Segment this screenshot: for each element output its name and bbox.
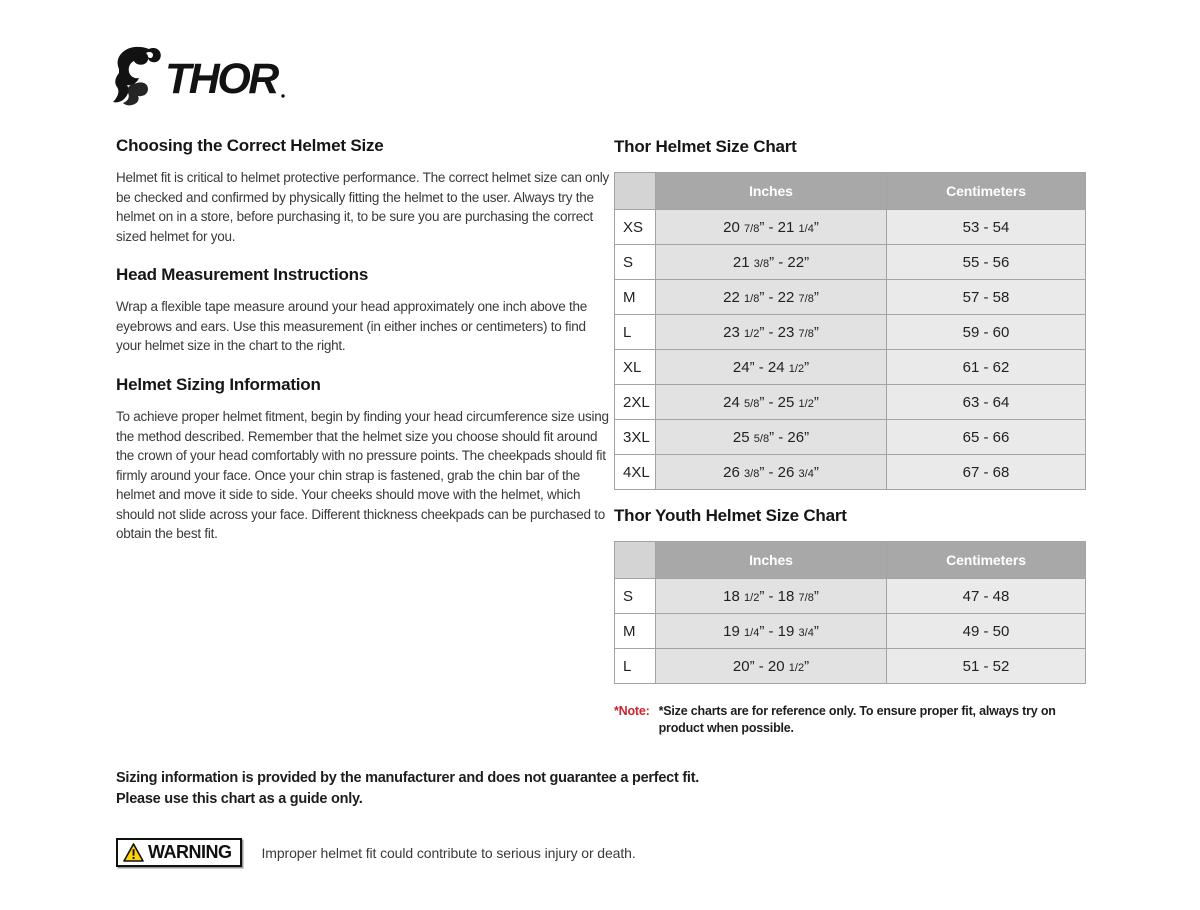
centimeters-cell: 49 - 50 bbox=[887, 614, 1086, 649]
manufacturer-disclaimer bbox=[116, 768, 699, 809]
size-cell: XL bbox=[615, 350, 656, 385]
centimeters-cell: 67 - 68 bbox=[887, 455, 1086, 490]
note-label: *Note: bbox=[614, 704, 650, 718]
warning-label: WARNING bbox=[148, 842, 232, 862]
inches-cell: 18 1/2” - 18 7/8” bbox=[656, 579, 887, 614]
inches-cell: 25 5/8” - 26” bbox=[656, 420, 887, 455]
section-choosing-helmet-size bbox=[116, 135, 612, 246]
table-header-row bbox=[615, 173, 1086, 210]
table-row bbox=[615, 455, 1086, 490]
size-cell: M bbox=[615, 614, 656, 649]
inches-cell: 23 1/2” - 23 7/8” bbox=[656, 315, 887, 350]
table-row bbox=[615, 350, 1086, 385]
svg-text:THOR: THOR bbox=[165, 55, 277, 103]
centimeters-cell: 55 - 56 bbox=[887, 245, 1086, 280]
section-sizing-information bbox=[116, 374, 612, 544]
disclaimer-line: Please use this chart as a guide only. bbox=[116, 790, 363, 807]
size-cell: M bbox=[615, 280, 656, 315]
section-body: Helmet fit is critical to helmet protective performance. The correct helmet size can only be checked and confirmed by physically fitting the helmet to the user. Always try the helmet on in a store, before purchasing it, to be sure you are purchasing the correct sized helmet for you. bbox=[116, 170, 609, 244]
size-cell: L bbox=[615, 315, 656, 350]
corner-cell bbox=[615, 173, 656, 210]
column-header: Centimeters bbox=[887, 173, 1086, 210]
inches-cell: 21 3/8” - 22” bbox=[656, 245, 887, 280]
table-header-row bbox=[615, 542, 1086, 579]
inches-cell: 20” - 20 1/2” bbox=[656, 649, 887, 684]
adult-chart-title: Thor Helmet Size Chart bbox=[614, 137, 797, 156]
table-row bbox=[615, 649, 1086, 684]
section-body: Wrap a flexible tape measure around your head approximately one inch above the eyebrows and ears. Use this measurement (in either inches or centimeters) to find your helmet size in the chart to the right. bbox=[116, 299, 588, 353]
table-row bbox=[615, 614, 1086, 649]
centimeters-cell: 59 - 60 bbox=[887, 315, 1086, 350]
thor-logo bbox=[113, 45, 289, 107]
centimeters-cell: 51 - 52 bbox=[887, 649, 1086, 684]
warning-triangle-icon bbox=[123, 843, 144, 862]
warning-text: Improper helmet fit could contribute to serious injury or death. bbox=[261, 844, 636, 861]
centimeters-cell: 57 - 58 bbox=[887, 280, 1086, 315]
inches-cell: 24 5/8” - 25 1/2” bbox=[656, 385, 887, 420]
table-row bbox=[615, 210, 1086, 245]
section-heading: Helmet Sizing Information bbox=[116, 375, 321, 394]
size-cell: 2XL bbox=[615, 385, 656, 420]
table-row bbox=[615, 315, 1086, 350]
section-heading: Choosing the Correct Helmet Size bbox=[116, 136, 384, 155]
centimeters-cell: 53 - 54 bbox=[887, 210, 1086, 245]
disclaimer-line: Sizing information is provided by the manufacturer and does not guarantee a perfect fit. bbox=[116, 770, 700, 786]
column-header: Inches bbox=[656, 173, 887, 210]
column-header: Inches bbox=[656, 542, 887, 579]
warning-box bbox=[116, 838, 242, 867]
inches-cell: 22 1/8” - 22 7/8” bbox=[656, 280, 887, 315]
size-cell: S bbox=[615, 245, 656, 280]
size-cell: S bbox=[615, 579, 656, 614]
size-cell: L bbox=[615, 649, 656, 684]
section-heading: Head Measurement Instructions bbox=[116, 265, 369, 284]
table-row bbox=[615, 579, 1086, 614]
size-cell: 3XL bbox=[615, 420, 656, 455]
adult-size-chart-table bbox=[614, 172, 1086, 490]
warning-row bbox=[116, 838, 636, 867]
size-chart-note bbox=[614, 703, 1074, 737]
inches-cell: 26 3/8” - 26 3/4” bbox=[656, 455, 887, 490]
corner-cell bbox=[615, 542, 656, 579]
section-body: To achieve proper helmet fitment, begin by finding your head circumference size using the method described. Remember that the helmet size you choose should fit around the crown of your head comfortably with no pressure points. The cheekpads should fit firmly around your face. Once your chin strap is fastened, grab the chin bar of the helmet and move it side to side. Your cheeks should move with the helmet, which should not slide across your face. Different thickness cheekpads can be purchased to obtain the best fit. bbox=[116, 409, 609, 541]
inches-cell: 19 1/4” - 19 3/4” bbox=[656, 614, 887, 649]
column-header: Centimeters bbox=[887, 542, 1086, 579]
centimeters-cell: 61 - 62 bbox=[887, 350, 1086, 385]
table-row bbox=[615, 385, 1086, 420]
centimeters-cell: 65 - 66 bbox=[887, 420, 1086, 455]
size-cell: 4XL bbox=[615, 455, 656, 490]
table-row bbox=[615, 280, 1086, 315]
size-cell: XS bbox=[615, 210, 656, 245]
thor-goat-head-icon bbox=[113, 45, 289, 107]
table-row bbox=[615, 245, 1086, 280]
table-row bbox=[615, 420, 1086, 455]
section-head-measurement bbox=[116, 264, 612, 356]
youth-size-chart-table bbox=[614, 541, 1086, 684]
centimeters-cell: 63 - 64 bbox=[887, 385, 1086, 420]
youth-chart-title: Thor Youth Helmet Size Chart bbox=[614, 506, 847, 525]
inches-cell: 20 7/8” - 21 1/4” bbox=[656, 210, 887, 245]
note-text: *Size charts are for reference only. To ensure proper fit, always try on product when possible. bbox=[658, 704, 1056, 735]
inches-cell: 24” - 24 1/2” bbox=[656, 350, 887, 385]
centimeters-cell: 47 - 48 bbox=[887, 579, 1086, 614]
